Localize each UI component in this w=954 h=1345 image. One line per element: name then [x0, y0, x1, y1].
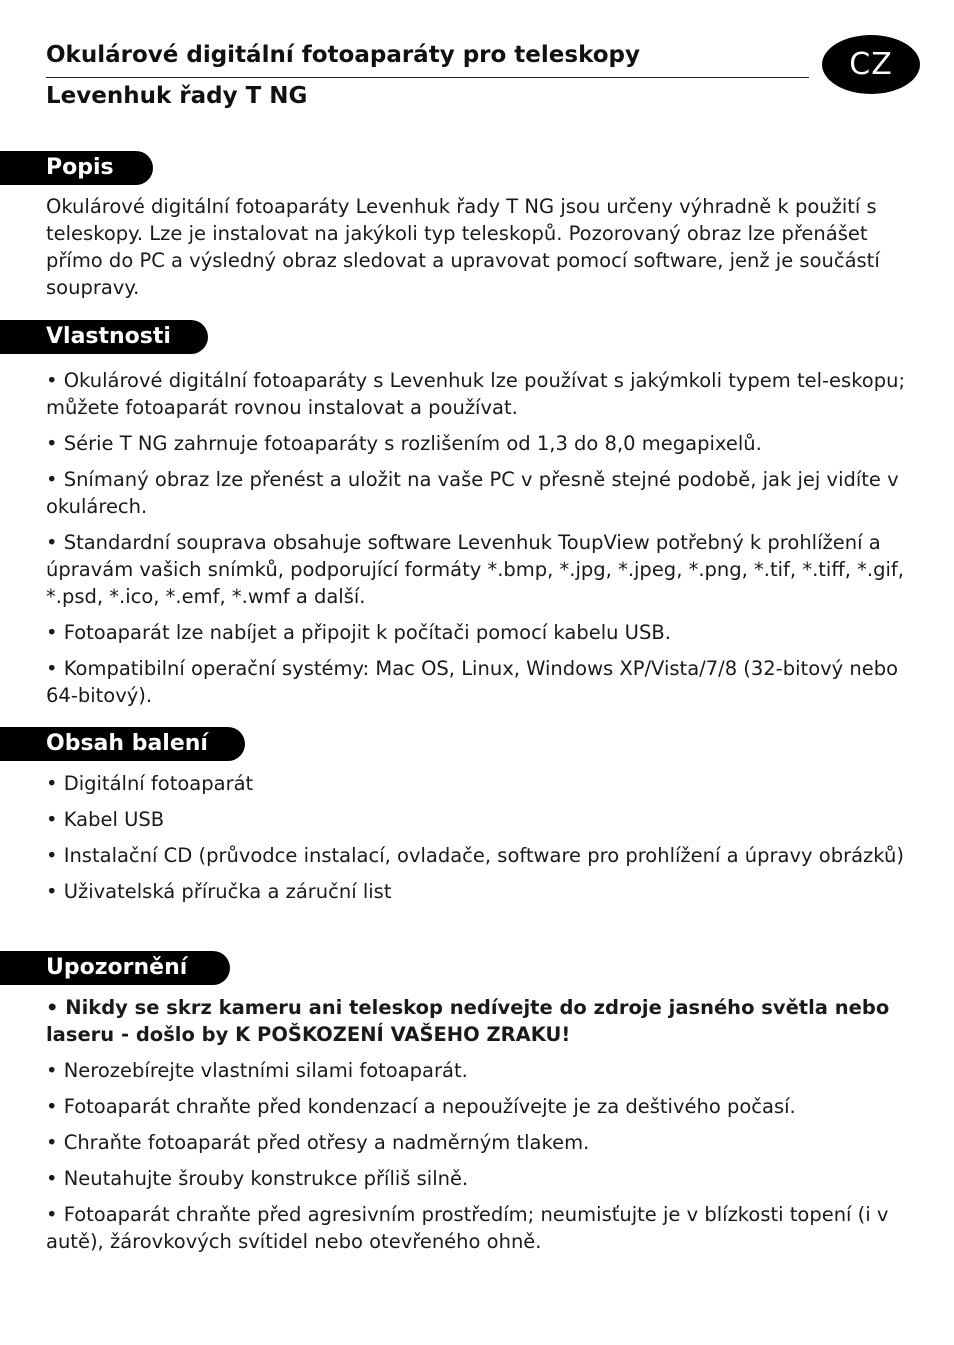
list-item: • Série T NG zahrnuje fotoaparáty s rozlišením od 1,3 do 8,0 megapixelů.	[46, 432, 762, 455]
description-paragraph: Okulárové digitální fotoaparáty Levenhuk řady T NG jsou určeny výhradně k použití s teleskopy. Lze je instalovat na jakýkoli typ teleskopů. Pozorovaný obraz lze přenášet přímo do PC a výsledný obraz sledovat a upravovat pomocí software, jenž je součástí soupravy.	[46, 195, 880, 299]
list-item: • Uživatelská příručka a záruční list	[46, 880, 392, 903]
list-item: • Instalační CD (průvodce instalací, ovladače, software pro prohlížení a úpravy obrázků)	[46, 844, 904, 867]
list-item: • Snímaný obraz lze přenést a uložit na vaše PC v přesně stejné podobě, jak jej vidíte v okulárech.	[46, 468, 899, 518]
warning-item: • Nikdy se skrz kameru ani teleskop nedívejte do zdroje jasného světla nebo laseru - došlo by K POŠKOZENÍ VAŠEHO ZRAKU!	[46, 996, 890, 1046]
list-item: • Chraňte fotoaparát před otřesy a nadměrným tlakem.	[46, 1131, 590, 1154]
page-title: Okulárové digitální fotoaparáty pro teleskopy	[46, 42, 641, 68]
section-heading-obsah-baleni: Obsah balení	[0, 727, 245, 761]
section-heading-vlastnosti: Vlastnosti	[0, 320, 208, 354]
section-heading-popis: Popis	[0, 151, 153, 185]
list-item: • Nerozebírejte vlastními silami fotoaparát.	[46, 1059, 468, 1082]
list-item: • Fotoaparát lze nabíjet a připojit k počítači pomocí kabelu USB.	[46, 621, 671, 644]
list-item: • Neutahujte šrouby konstrukce příliš silně.	[46, 1167, 469, 1190]
section-body-popis	[46, 193, 908, 310]
list-item: • Standardní souprava obsahuje software Levenhuk ToupView potřebný k prohlížení a úpravám vašich snímků, podporující formáty *.bmp, *.jpg, *.jpeg, *.png, *.tif, *.tiff, *.gif, *.psd, *.ico, *.emf, *.wmf a další.	[46, 531, 904, 608]
list-item: • Kompatibilní operační systémy: Mac OS, Linux, Windows XP/Vista/7/8 (32-bitový nebo 64-bitový).	[46, 657, 899, 707]
list-item: • Fotoaparát chraňte před kondenzací a nepoužívejte je za deštivého počasí.	[46, 1095, 796, 1118]
list-item: • Fotoaparát chraňte před agresivním prostředím; neumisťujte je v blízkosti topení (i v autě), žárovkových svítidel nebo otevřeného ohně.	[46, 1203, 889, 1253]
section-heading-upozorneni: Upozornění	[0, 951, 230, 985]
section-body-vlastnosti	[46, 367, 908, 718]
title-divider	[46, 77, 809, 78]
list-item: • Okulárové digitální fotoaparáty s Levenhuk lze používat s jakýmkoli typem tel-eskopu; můžete fotoaparát rovnou instalovat a používat.	[46, 369, 906, 419]
section-body-upozorneni	[46, 994, 908, 1264]
section-body-obsah-baleni	[46, 770, 908, 914]
language-badge: CZ	[822, 35, 920, 94]
list-item: • Kabel USB	[46, 808, 165, 831]
page-subtitle: Levenhuk řady T NG	[46, 83, 308, 109]
list-item: • Digitální fotoaparát	[46, 772, 254, 795]
